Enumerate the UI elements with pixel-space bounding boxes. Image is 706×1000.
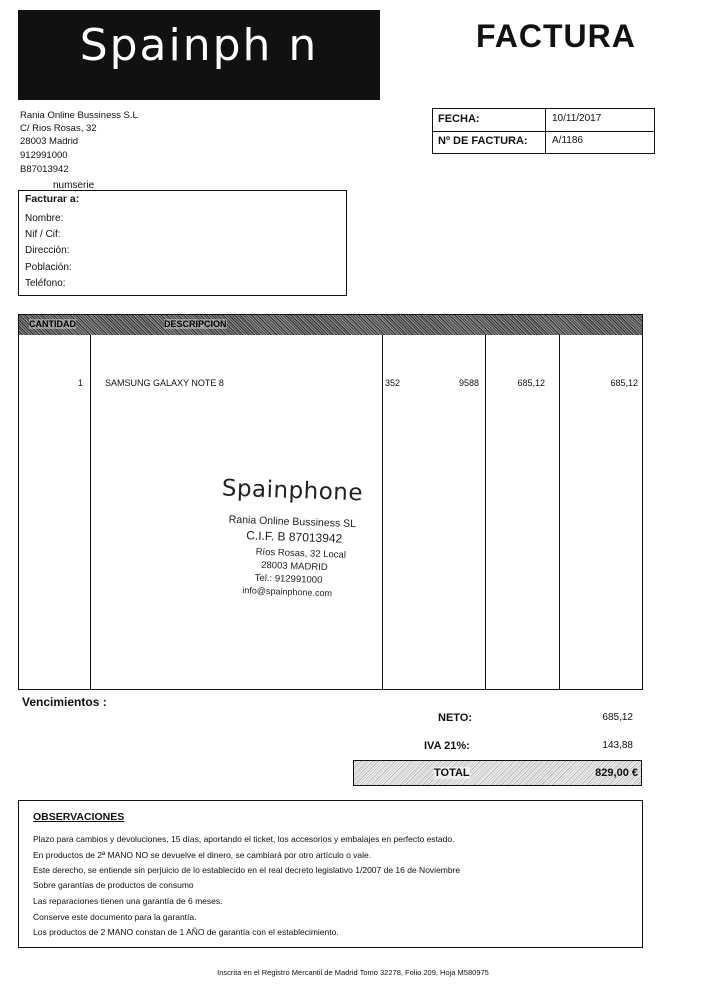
vencimientos-label: Vencimientos : [22, 695, 107, 709]
company-phone: 912991000 [20, 150, 68, 161]
company-city: 28003 Madrid [20, 136, 79, 147]
observacion-line: Conserve este documento para la garantía. [33, 912, 197, 922]
observacion-line: En productos de 2ª MANO NO se devuelve el dinero, se cambiará por otro artículo o vale. [33, 850, 372, 860]
stamp-email: info@spainphone.com [242, 585, 333, 599]
bill-to-title: Facturar a: [25, 193, 80, 205]
stamp-address: Ríos Rosas, 32 Local [255, 546, 347, 561]
item-description: SAMSUNG GALAXY NOTE 8 [105, 378, 224, 388]
total-label: TOTAL [434, 767, 470, 779]
iva-value: 143,88 [602, 740, 633, 751]
total-box [353, 760, 642, 786]
bill-to-box [18, 190, 347, 296]
company-logo [18, 10, 380, 100]
item-code-b: 9588 [458, 378, 479, 388]
item-quantity: 1 [77, 378, 83, 388]
observacion-line: Los productos de 2 MANO constan de 1 AÑO de garantía con el establecimiento. [33, 927, 339, 937]
bill-to-nif: Nif / Cif: [25, 229, 61, 240]
column-header-descripcion: DESCRIPCION [164, 319, 227, 329]
observaciones-box [18, 800, 643, 948]
invoice-number-label: Nº DE FACTURA: [438, 135, 528, 147]
fecha-label: FECHA: [438, 113, 480, 125]
fecha-value: 10/11/2017 [552, 113, 602, 124]
neto-label: NETO: [438, 712, 473, 724]
iva-label: IVA 21%: [424, 740, 470, 752]
fecha-row [433, 109, 654, 131]
stamp-logo: Spainphone [221, 475, 364, 507]
logo-text: Spainph n [79, 20, 319, 71]
column-header-cantidad: CANTIDAD [29, 319, 76, 329]
stamp-company: Rania Online Bussiness SL [228, 513, 357, 531]
company-name: Rania Online Bussiness S.L [20, 110, 138, 121]
company-cif: B87013942 [20, 164, 69, 175]
bill-to-telefono: Teléfono: [25, 278, 66, 289]
company-street: C/ Rios Rosas, 32 [20, 123, 97, 134]
observacion-line: Sobre garantías de productos de consumo [33, 880, 194, 890]
observacion-line: Plazo para cambios y devoluciones, 15 días, aportando el ticket, los accesorios y embalajes en perfecto estado. [33, 834, 455, 844]
column-divider [90, 335, 91, 689]
bill-to-poblacion: Población: [25, 262, 72, 273]
registry-footer: Inscrita en el Registro Mercantil de Madrid Tomo 32278, Folio 209, Hoja M580975 [217, 968, 489, 977]
observacion-line: Este derecho, se entiende sin perjuicio de lo establecido en el real decreto legislativo 1/2007 de 16 de Noviembre [33, 865, 461, 875]
stamp-cif: C.I.F. B 87013942 [245, 528, 343, 546]
stamp-phone: Tel.: 912991000 [254, 572, 323, 586]
company-stamp [198, 475, 392, 612]
table-header [19, 315, 642, 335]
bill-to-nombre: Nombre: [25, 213, 64, 224]
observacion-line: Las reparaciones tienen una garantía de 6 meses. [33, 896, 223, 906]
total-value: 829,00 € [595, 767, 638, 779]
column-divider [485, 335, 486, 689]
document-title: FACTURA [476, 18, 636, 54]
item-code-a: 352 [385, 378, 401, 388]
stamp-city: 28003 MADRID [261, 559, 328, 574]
neto-value: 685,12 [602, 712, 633, 723]
bill-to-direccion: Dirección: [25, 245, 70, 256]
invoice-number-value: A/1186 [552, 135, 583, 146]
numserie-label: numserie [53, 180, 95, 191]
item-amount: 685,12 [610, 378, 638, 388]
observaciones-title: OBSERVACIONES [33, 811, 125, 823]
column-divider [559, 335, 560, 689]
invoice-meta-box [432, 108, 655, 154]
invoice-number-row [433, 131, 654, 153]
item-unit-price: 685,12 [517, 378, 545, 388]
